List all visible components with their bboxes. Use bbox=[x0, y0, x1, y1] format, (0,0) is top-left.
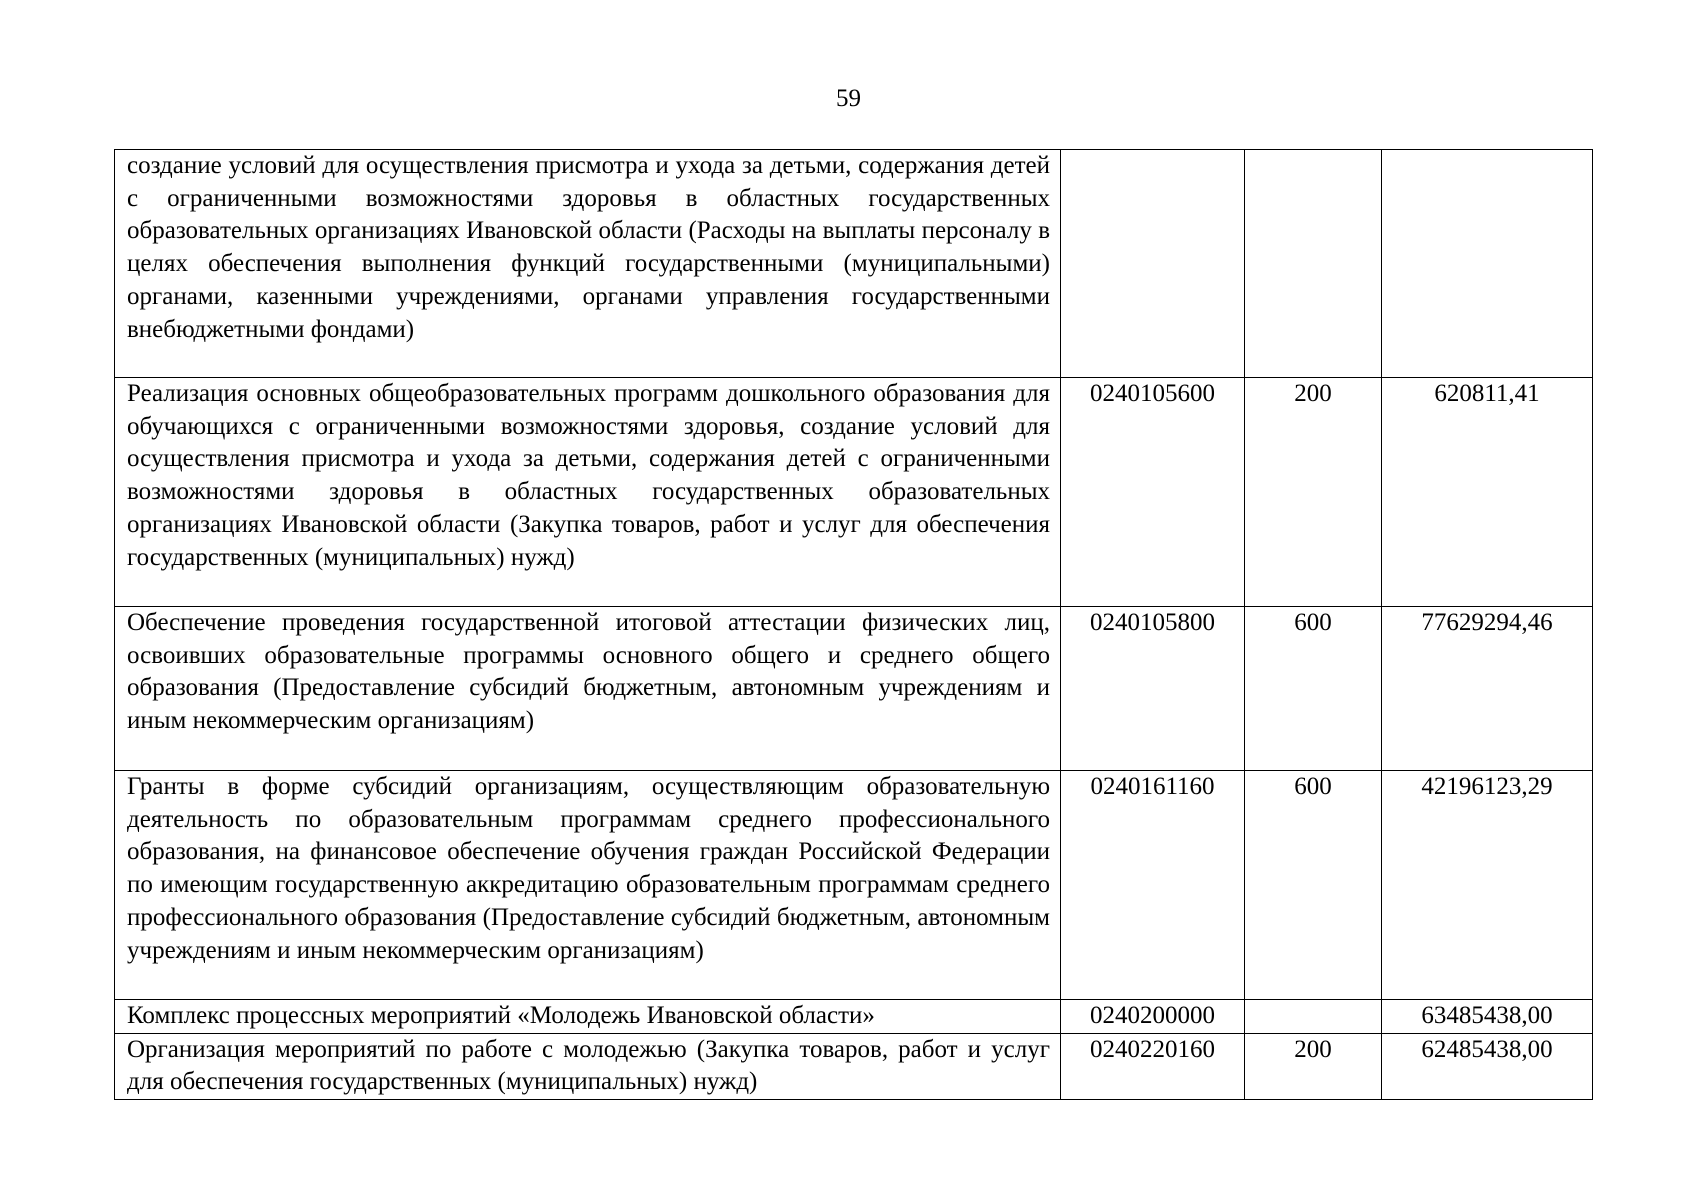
row-code: 0240220160 bbox=[1061, 1033, 1245, 1099]
row-amount: 620811,41 bbox=[1382, 378, 1593, 607]
row-expense-type bbox=[1245, 1000, 1382, 1034]
row-code bbox=[1061, 150, 1245, 378]
row-expense-type: 600 bbox=[1245, 771, 1382, 1000]
table-row bbox=[115, 1033, 1593, 1099]
row-expense-type: 600 bbox=[1245, 607, 1382, 771]
row-description: Гранты в форме субсидий организациям, осуществляющим образовательную деятельность по образовательным программам среднего профессионального образования, на финансовое обеспечение обучения граждан Российской Федерации по имеющим государственную аккредитацию образовательным программам среднего профессионального образования (Предоставление субсидий бюджетным, автономным учреждениям и иным некоммерческим организациям) bbox=[115, 771, 1061, 1000]
row-amount: 63485438,00 bbox=[1382, 1000, 1593, 1034]
row-description: Организация мероприятий по работе с молодежью (Закупка товаров, работ и услуг для обеспечения государственных (муниципальных) нужд) bbox=[115, 1033, 1061, 1099]
page-number: 59 bbox=[836, 85, 861, 112]
table-row bbox=[115, 771, 1593, 1000]
table-row bbox=[115, 378, 1593, 607]
row-code: 0240161160 bbox=[1061, 771, 1245, 1000]
row-code: 0240200000 bbox=[1061, 1000, 1245, 1034]
row-description: создание условий для осуществления присмотра и ухода за детьми, содержания детей с ограниченными возможностями здоровья в областных государственных образовательных организациях Ивановской области (Расходы на выплаты персоналу в целях обеспечения выполнения функций государственными (муниципальными) органами, казенными учреждениями, органами управления государственными внебюджетными фондами) bbox=[115, 150, 1061, 378]
row-amount: 42196123,29 bbox=[1382, 771, 1593, 1000]
row-amount: 77629294,46 bbox=[1382, 607, 1593, 771]
row-description: Комплекс процессных мероприятий «Молодежь Ивановской области» bbox=[115, 1000, 1061, 1034]
row-expense-type: 200 bbox=[1245, 378, 1382, 607]
row-code: 0240105800 bbox=[1061, 607, 1245, 771]
row-code: 0240105600 bbox=[1061, 378, 1245, 607]
row-amount bbox=[1382, 150, 1593, 378]
row-description: Реализация основных общеобразовательных программ дошкольного образования для обучающихся с ограниченными возможностями здоровья, создание условий для осуществления присмотра и ухода за детьми, содержания детей с ограниченными возможностями здоровья в областных государственных образовательных организациях Ивановской области (Закупка товаров, работ и услуг для обеспечения государственных (муниципальных) нужд) bbox=[115, 378, 1061, 607]
table-row bbox=[115, 1000, 1593, 1034]
table-row bbox=[115, 607, 1593, 771]
row-expense-type bbox=[1245, 150, 1382, 378]
budget-table bbox=[114, 149, 1593, 1100]
row-amount: 62485438,00 bbox=[1382, 1033, 1593, 1099]
row-description: Обеспечение проведения государственной итоговой аттестации физических лиц, освоивших образовательные программы основного общего и среднего общего образования (Предоставление субсидий бюджетным, автономным учреждениям и иным некоммерческим организациям) bbox=[115, 607, 1061, 771]
row-expense-type: 200 bbox=[1245, 1033, 1382, 1099]
table-row bbox=[115, 150, 1593, 378]
